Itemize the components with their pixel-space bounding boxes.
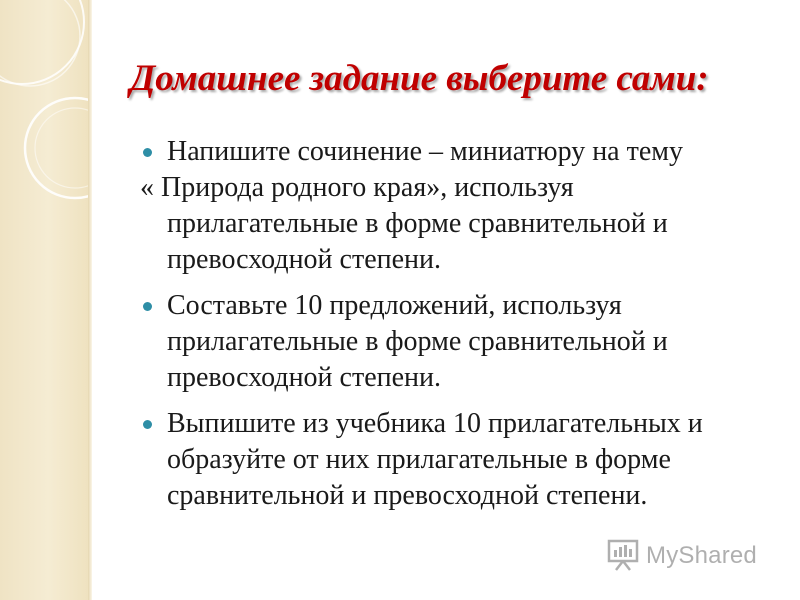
watermark-text: MyShared (646, 542, 757, 569)
presentation-board-icon (606, 537, 640, 576)
list-item-lead: Выпишите из учебника 10 прилагательных и (167, 408, 703, 439)
decorative-circles (0, 0, 88, 600)
watermark (606, 536, 757, 576)
list-item (140, 288, 780, 396)
list-item (140, 134, 780, 278)
list-item-rest: прилагательные в форме сравнительной и превосходной степени. (167, 326, 668, 393)
bullet-icon (143, 420, 152, 429)
list-item-lead: Составьте 10 предложений, используя (167, 290, 622, 321)
list-item-continuation: « Природа родного края», используя (140, 172, 574, 203)
list-item-rest: образуйте от них прилагательные в форме сравнительной и превосходной степени. (167, 444, 671, 511)
list-item-rest: прилагательные в форме сравнительной и превосходной степени. (167, 208, 668, 275)
slide-title: Домашнее задание выберите сами: (130, 58, 709, 99)
bullet-icon (143, 148, 152, 157)
list-item-lead: Напишите сочинение – миниатюру на тему (167, 136, 683, 167)
side-strip-edge (88, 0, 92, 600)
decorative-side-strip (0, 0, 88, 600)
bullet-icon (143, 302, 152, 311)
list-item (140, 406, 780, 514)
bullet-list (140, 134, 780, 524)
